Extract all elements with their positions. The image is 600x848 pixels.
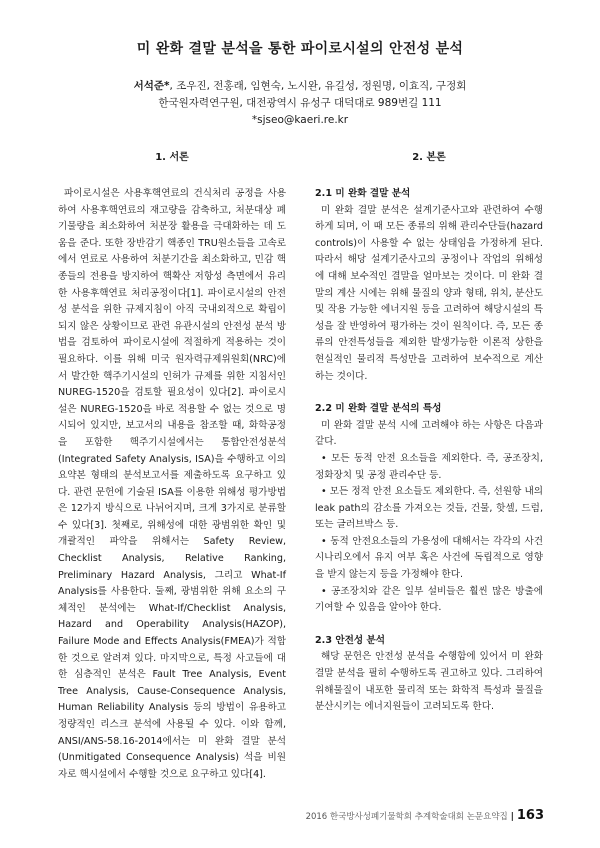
subsection-2-3-body: 해당 문헌은 안전성 분석을 수행함에 있어서 미 완화 결말 분석을 필히 수행하도록 권고하고 있다. 그리하여 위해물질이 내포한 물리적 또는 화학적 특성과 물질을 분산시키는 에너지원들이 고려되도록 한다. [315,651,543,713]
footer-separator: | [510,812,514,822]
author-list [0,78,600,95]
section-heading-body: 2. 본론 [412,152,446,163]
bullet-item: • 모든 동적 안전 요소들을 제외한다. 즉, 공조장치, 정화장치 및 공정 관리수단 등. [315,452,543,481]
paper-title: 미 완화 결말 분석을 통한 파이로시설의 안전성 분석 [136,41,464,57]
co-authors: , 조우진, 전홍래, 임현숙, 노시완, 유길성, 정원명, 이효직, 구정회 [169,80,467,92]
subsection-2-2-intro: 미 완화 결말 분석 시에 고려해야 하는 사항은 다음과 같다. [315,419,543,448]
email: *sjseo@kaeri.re.kr [251,114,349,126]
left-column [58,150,286,783]
introduction-paragraph: 파이로시설은 사용후핵연료의 건식처리 공정을 사용하여 사용후핵연료의 재고량을 감축하고, 처분대상 폐기물량을 최소화하여 처분장 활용을 극대화하는 데 도움을 준다. 또한 장반감기 핵종인 TRU원소들을 고속로에서 연료로 사용하여 처분기간을 최소화하고, 민감 핵종들의 전용을 방지하여 핵확산 저항성 측면에서 유리한 사용후핵연료 처리공정이다[1]. 파이로시설의 안전성 분석을 위한 규제지침이 아직 국내외적으로 확립이 되지 않은 상황이므로 관련 유관시설의 안전성 분석 방법을 검토하여 파이로시설에 적절하게 적용하는 것이 필요하다. 이를 위해 미국 원자력규제위원회(NRC)에서 발간한 핵주기시설의 인허가 규제를 위한 지침서인 NUREG-1520을 검토할 필요성이 있다[2]. 파이로시설은 NUREG-1520을 바로 적용할 수 없는 것으로 명시되어 있지만, 보고서의 내용을 참조할 때, 화학공정을 포함한 핵주기시설에서는 통합안전성분석(Integrated Safety Analysis, ISA)을 수행하고 이의 요약본 형태의 분석보고서를 제출하도록 요구하고 있다. 관련 문헌에 기술된 ISA를 이용한 위해성 평가방법은 12가지 방식으로 나뉘어지며, 크게 3가지로 분류할 수 있다[3]. 첫째로, 위해성에 대한 광범위한 확인 및 개괄적인 파악을 위해서는 Safety Review, Checklist Analysis, Relative Ranking, Preliminary Hazard Analysis, 그리고 What-If Analysis를 사용한다. 둘째, 광범위한 위해 요소의 구체적인 분석에는 What-If/Checklist Analysis, Hazard and Operability Analysis(HAZOP), Failure Mode and Effects Analysis(FMEA)가 적합한 것으로 알려져 있다. 마지막으로, 특정 사고들에 대한 심층적인 분석은 Fault Tree Analysis, Event Tree Analysis, Cause-Consequence Analysis, Human Reliability Analysis 등의 방법이 유용하고 정량적인 리스크 분석에 사용될 수 있다. 이와 함께, ANSI/ANS-58.16-2014에서는 미 완화 결말 분석(Unmitigated Consequence Analysis) 석을 비원자로 핵시설에서 수행할 것으로 요구하고 있다[4]. [58,188,286,780]
subsection-2-3-title: 2.3 안전성 분석 [315,634,386,646]
subsection-2-1-title: 2.1 미 완화 결말 분석 [315,188,411,199]
bullet-item: • 모든 정적 안전 요소들도 제외한다. 즉, 선원항 내의 leak path의 감소를 가져오는 것들, 건물, 핫셀, 드럼, 또는 글러브박스 등. [315,486,543,531]
author-block [0,78,600,129]
section-heading-introduction: 1. 서론 [155,152,189,163]
page-footer [306,808,544,823]
page-number: 163 [516,808,544,823]
conference-name: 2016 한국방사성폐기물학회 추계학술대회 논문요약집 [305,812,508,822]
subsection-2-2-title: 2.2 미 완화 결말 분석의 특성 [315,403,442,415]
corresponding-author: 서석준* [133,80,170,92]
bullet-item: • 공조장치와 같은 일부 설비들은 훨씬 많은 방출에 기여할 수 있음을 알아야 한다. [315,585,543,614]
right-column [315,150,543,716]
affiliation: 한국원자력연구원, 대전광역시 유성구 대덕대로 989번길 111 [158,97,442,109]
subsection-2-1-body: 미 완화 결말 분석은 설계기준사고와 관련하여 수행하게 되며, 이 때 모든 종류의 위해 관리수단들(hazard controls)이 사용할 수 없는 상태임을 가정하게 된다. 따라서 해당 설계기준사고의 공정이나 작업의 위해성에 대해 보수적인 결말을 얼마보는 것이다. 미 완화 결말의 계산 시에는 위해 물질의 양과 형태, 위치, 분산도 및 작용 가능한 에너지원 등을 고려하여 해당시설의 특성을 잘 반영하여 평가하는 것이 원칙이다. 즉, 모든 종류의 안전특성들을 제외한 발생가능한 이론적 상한을 현실적인 물리적 특성만을 고려하여 보수적으로 계산하는 것이다. [315,204,543,382]
bullet-item: • 동적 안전요소들의 가용성에 대해서는 각각의 사건시나리오에서 유지 여부 혹은 사건에 독립적으로 영향을 받지 않는지 등을 가정해야 한다. [315,535,543,581]
